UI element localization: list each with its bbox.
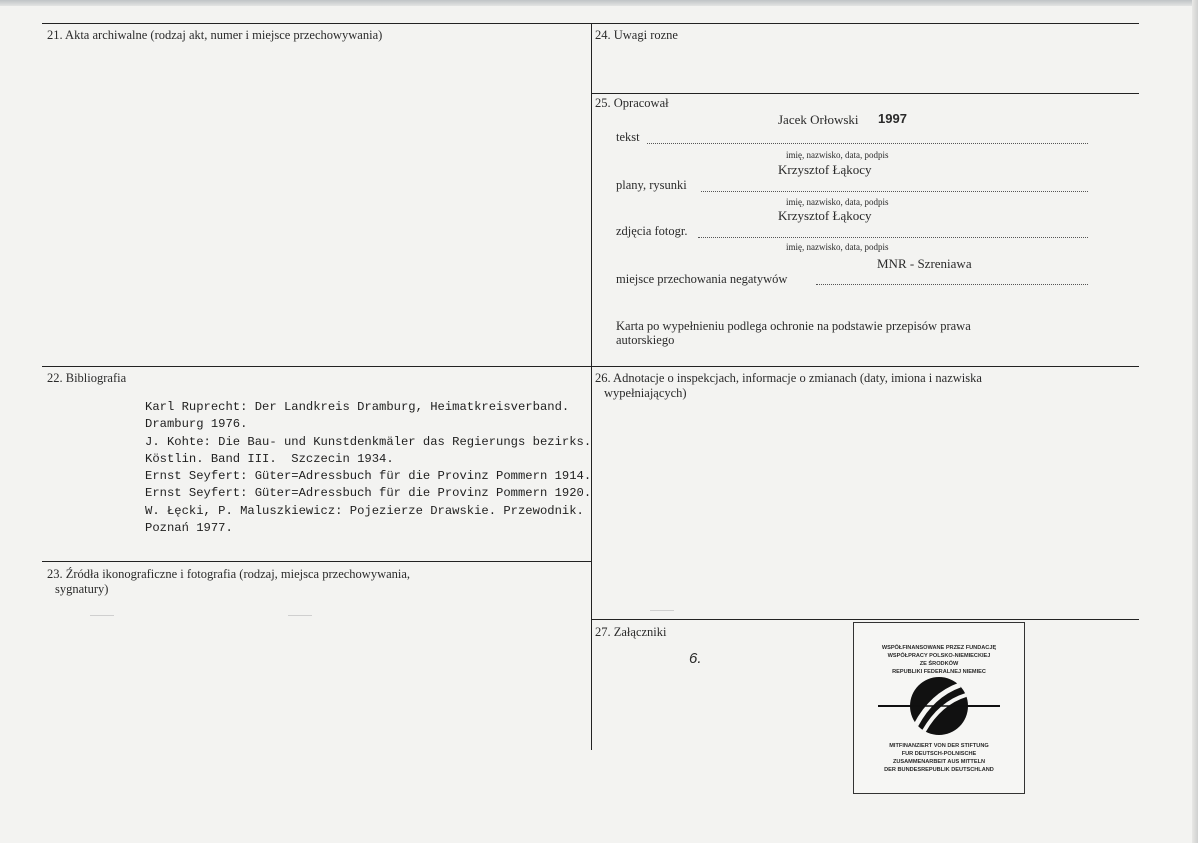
negatives-location-value: MNR - Szreniawa [877,256,972,271]
rule-24-25 [591,93,1139,94]
copyright-note-line2: autorskiego [616,333,675,347]
logo-text-de-3: ZUSAMMENARBEIT AUS MITTELN [892,759,986,765]
top-edge-strip [0,0,1198,6]
zdjecia-label: zdjęcia fotogr. [616,224,688,238]
bibliography-list [145,399,591,537]
section-27-label: 27. Załączniki [595,625,667,639]
logo-text-de-2: FUR DEUTSCH-POLNISCHE [901,751,977,757]
zdjecia-caption: imię, nazwisko, data, podpis [786,242,889,252]
logo-text-de-1: MITFINANZIERT VON DER STIFTUNG [889,743,989,749]
section-26-label-line1: 26. Adnotacje o inspekcjach, informacje o zmianach (daty, imiona i nazwiska [595,371,982,385]
tekst-dotted-line [647,142,1088,144]
faint-mark [288,615,312,616]
negatives-location-label: miejsce przechowania negatywów [616,272,788,286]
section-23-label-line1: 23. Źródła ikonograficzne i fotografia (rodzaj, miejsca przechowywania, [47,567,411,581]
logo-text-pl-4: REPUBLIKI FEDERALNEJ NIEMIEC [892,669,986,675]
section-24-label: 24. Uwagi rozne [595,28,678,42]
section-21-label: 21. Akta archiwalne (rodzaj akt, numer i miejsce przechowywania) [47,28,383,42]
section-23-label-line2: sygnatury) [55,582,109,596]
tekst-author-name: Jacek Orłowski [778,112,859,127]
logo-text-de-4: DER BUNDESREPUBLIK DEUTSCHLAND [884,767,994,773]
tekst-label: tekst [616,130,640,144]
copyright-note-line1: Karta po wypełnieniu podlega ochronie na podstawie przepisów prawa [616,319,971,333]
logo-text-pl-1: WSPÓŁFINANSOWANE PRZEZ FUNDACJĘ [881,645,997,651]
attachments-count: 6. [689,650,702,667]
plany-author-name: Krzysztof Łąkocy [778,162,872,177]
logo-text-pl-2: WSPÓŁPRACY POLSKO-NIEMIECKIEJ [887,653,991,659]
section-25-label: 25. Opracował [595,96,669,110]
bibliography-entry: Karl Ruprecht: Der Landkreis Dramburg, Heimatkreisverband. [145,400,570,414]
zdjecia-dotted-line [698,236,1088,238]
section-22-label: 22. Bibliografia [47,371,127,385]
center-divider [591,23,592,750]
plany-label: plany, rysunki [616,178,687,192]
plany-caption: imię, nazwisko, data, podpis [786,197,889,207]
bibliography-entry: J. Kohte: Die Bau- und Kunstdenkmäler das Regierungs bezirks. [145,434,592,449]
bibliography-entry: Köstlin. Band III. Szczecin 1934. [145,451,394,466]
bibliography-entry: Ernst Seyfert: Güter=Adressbuch für die Provinz Pommern 1920. [145,486,592,501]
faint-mark [650,610,674,611]
foundation-emblem-icon [876,675,1002,737]
rule-26-27 [591,619,1139,620]
logo-text-pl-3: ZE ŚRODKÓW [919,661,959,667]
bibliography-entry: Poznań 1977. [145,521,233,536]
negatives-dotted-line [816,283,1088,285]
tekst-caption: imię, nazwisko, data, podpis [786,150,889,160]
page-right-edge [1192,0,1198,843]
foundation-logo-stamp [853,622,1025,794]
rule-22-23 [42,561,591,562]
faint-mark [90,615,114,616]
tekst-year: 1997 [878,111,907,126]
rule-21-22 [42,366,1139,367]
section-26-label-line2: wypełniających) [604,386,687,400]
bibliography-entry: Ernst Seyfert: Güter=Adressbuch für die Provinz Pommern 1914. [145,469,592,484]
bibliography-entry: Dramburg 1976. [145,417,248,432]
bibliography-entry: W. Łęcki, P. Maluszkiewicz: Pojezierze Drawskie. Przewodnik. [145,503,584,518]
zdjecia-author-name: Krzysztof Łąkocy [778,208,872,223]
plany-dotted-line [701,190,1088,192]
